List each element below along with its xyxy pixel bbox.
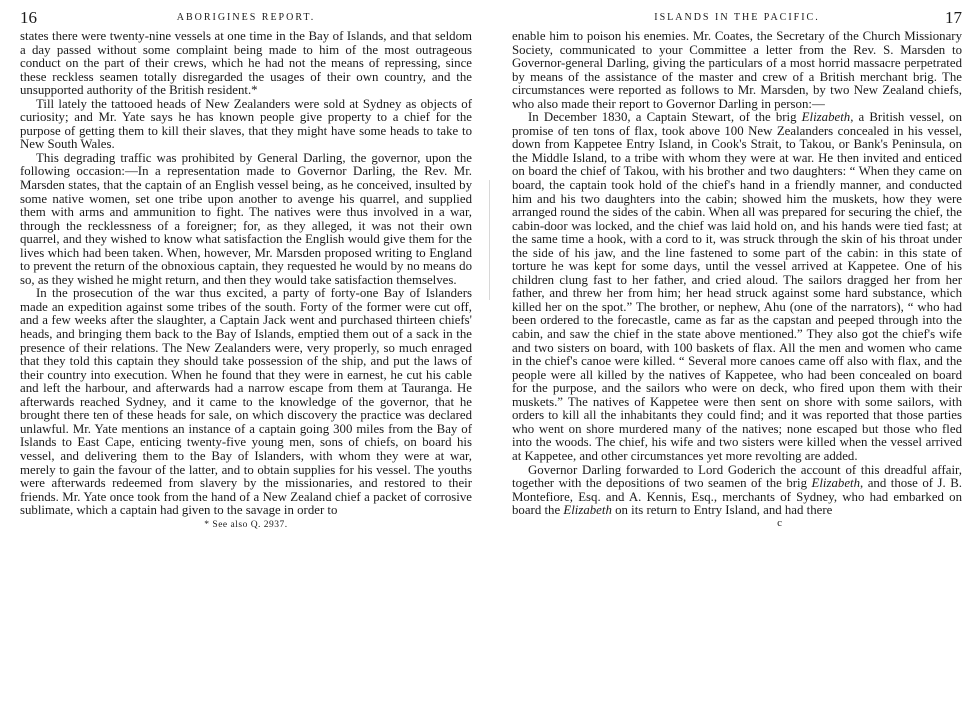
paragraph: states there were twenty-nine vessels at one time in the Bay of Islands, and that seldom a day passed without some complaint being made to him of the most outrageous conduct on the part of their crews, which he had not the means of repressing, since these reckless seamen totally disregarded the usages of their own country, and the unsupported authority of the British resident.* — [20, 29, 472, 98]
ship-name: Elizabeth — [811, 476, 861, 491]
paragraph: In December 1830, a Captain Stewart, of the brig Elizabeth, a British vessel, on promise of ten tons of flax, took above 100 New Zealanders concealed in his vessel, down from Kappetee Entry Island, in Cook's Strait, to Takou, or Bank's Peninsula, on the Middle Island, to a tribe with whom they were at war. He then invited and enticed on board the chief of Takou, with his brother and two daughters: “ When they came on board, the captain took hold of the chief's hand in a friendly manner, and conducted him and his two daughters into the cabin; showed him the muskets, how they were arranged round the sides of the cabin. When all was prepared for securing the chief, the cabin-door was locked, and the chief was laid hold on, and his hands were tied fast; at the same time a hook, with a cord to it, was struck through the skin of his throat under the side of his jaw, and the line fastened to some part of the cabin: in this state of torture he was kept for some days, until the vessel arrived at Kappetee. One of his children clung fast to her father, and cried aloud. The sailors dragged her from her father, and threw her from him; her head struck against some hard substance, which killed her on the spot.” The brother, or nephew, Ahu (one of the narrators), “ who had been ordered to the forecastle, came as far as the capstan and peeped through into the cabin, and saw the chief in the state above mentioned.” They also got the chief's wife and two sisters on board, with 100 baskets of flax. All the men and women who came in the chief's canoe were killed. “ Several more canoes came off also with flax, and the people were all killed by the natives of Kappetee, who had been concealed on board for the purpose, and the sailors who were on deck, who fired upon them with their muskets.” The natives of Kappetee were then sent on shore with some sailors, with orders to kill all the inhabitants they could find; and it was reported that those parties who went on shore murdered many of the natives; none escaped but those who fled into the woods. The chief, his wife and two sisters were killed when the vessel arrived at Kappetee, and other circumstances yet more revolting are added. — [512, 110, 963, 463]
page-number-right: 17 — [945, 8, 962, 27]
right-page — [490, 0, 980, 711]
page-number-left: 16 — [20, 8, 37, 27]
paragraph: In the prosecution of the war thus excited, a party of forty-one Bay of Islanders made an expedition against some tribes of the south. Forty of the former were cut off, and a few weeks after the slaughter, a Captain Jack went and purchased thirteen chiefs' heads, and bringing them back to the Bay of Islands, emptied them out of a sack in the presence of their relations. The New Zealanders were, very properly, so much enraged that they told this captain they should take possession of the ship, and put the laws of their country into execution. When he found that they were in earnest, he cut his cable and left the harbour, and afterwards had a narrow escape from them at Tauranga. He afterwards reached Sydney, and it came to the knowledge of the governor, that he brought there ten of these heads for sale, on which discovery the practice was declared unlawful. Mr. Yate mentions an instance of a captain going 300 miles from the Bay of Islands to East Cape, enticing twenty-five young men, sons of chiefs, on board his vessel, and delivering them to the Bay of Islanders, with whom they were at war, merely to gain the favour of the latter, and to obtain supplies for his vessel. The youths were afterwards redeemed from slavery by the missionaries, and restored to their friends. Mr. Yate once took from the hand of a New Zealand chief a packet of corrosive sublimate, which a captain had given to the savage in order to — [20, 286, 472, 518]
left-page-header — [20, 0, 472, 30]
running-title-right: ISLANDS IN THE PACIFIC. — [654, 12, 820, 23]
left-page-body — [20, 30, 472, 518]
ship-name: Elizabeth — [801, 110, 851, 125]
paragraph: enable him to poison his enemies. Mr. Coates, the Secretary of the Church Missionary Society, communicated to your Committee a letter from the Rev. S. Marsden to Governor-general Darling, giving the particulars of a most horrid massacre perpetrated by means of the assistance of the master and crew of a British merchant brig. The circumstances were reported as follows to Mr. Marsden, by two New Zealand chiefs, who also made their report to Governor Darling in person:— — [512, 29, 962, 111]
paragraph: This degrading traffic was prohibited by General Darling, the governor, upon the following occasion:—In a representation made to Governor Darling, the Rev. Mr. Marsden states, that the captain of an English vessel being, as he conceived, insulted by some native women, set one tribe upon another to avenge his quarrel, and supplied them with arms and ammunition to fight. The natives were thus involved in a war, through the recklessness of a foreigner; for, as they alleged, it was not their own quarrel, and they wished to know what satisfaction the English would give them for the lives which had been taken. When, however, Mr. Marsden proposed writing to England to prevent the return of the obnoxious captain, they requested he would by no means do so, as they wished he might return, and then they would take satisfaction themselves. — [20, 150, 472, 287]
ship-name: Elizabeth — [563, 503, 612, 518]
signature-mark: c — [777, 516, 782, 529]
paragraph: Governor Darling forwarded to Lord Goderich the account of this dreadful affair, together with the depositions of two seamen of the brig Elizabeth, and those of J. B. Montefiore, Esq. and A. Kennis, Esq., merchants of Sydney, who had embarked on board the Elizabeth on its return to Entry Island, and had there — [512, 462, 962, 518]
paragraph: Till lately the tattooed heads of New Zealanders were sold at Sydney as objects of curiosity; and Mr. Yate says he has known people give property to a chief for the purpose of getting them to kill their slaves, that they might have some heads to take to New South Wales. — [20, 96, 472, 152]
right-page-header — [512, 0, 962, 30]
footnote: * See also Q. 2937. — [204, 519, 288, 530]
right-page-body — [512, 30, 962, 518]
running-title-left: ABORIGINES REPORT. — [176, 12, 316, 23]
